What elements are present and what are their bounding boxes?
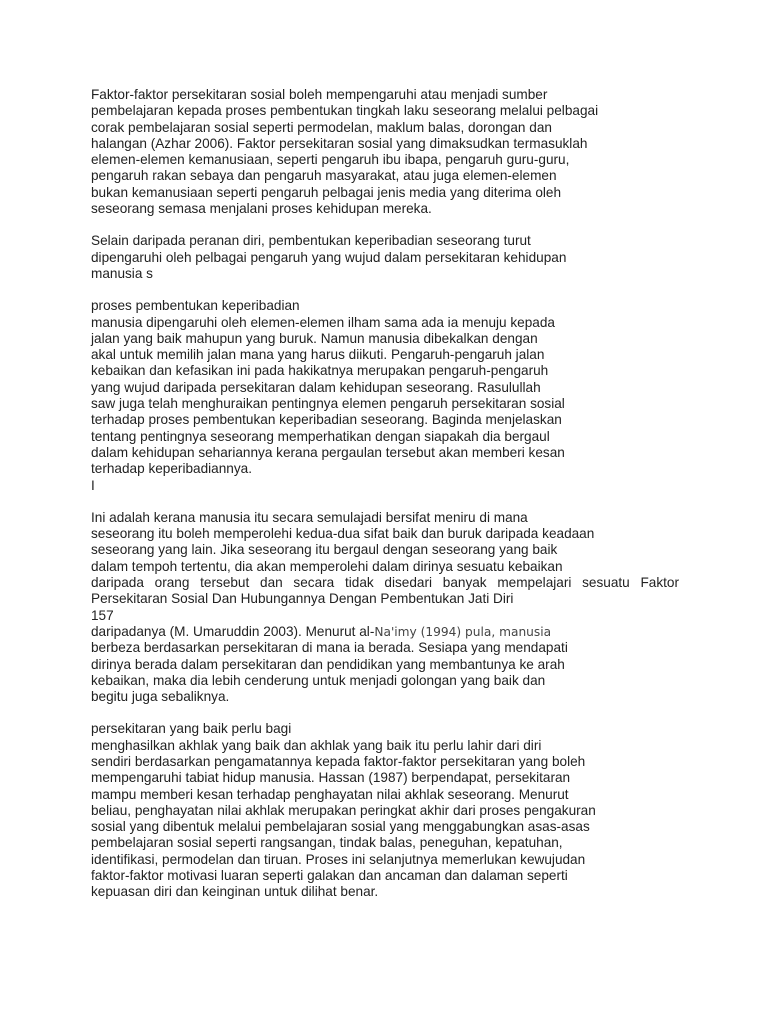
- text-line-start: daripadanya (M. Umaruddin 2003). Menurut al-: [91, 623, 375, 639]
- page-number: 157: [91, 607, 114, 623]
- text-line: pengaruh rakan sebaya dan pengaruh masyarakat, atau juga elemen-elemen: [91, 168, 557, 184]
- justified-text-line: daripada orang tersebut dan secara tidak disedari banyak mempelajari sesuatu Faktor: [91, 575, 679, 591]
- text-line: yang wujud daripada persekitaran dalam kehidupan seseorang. Rasulullah: [91, 379, 541, 395]
- text-line: begitu juga sebaliknya.: [91, 689, 230, 705]
- document-body: [91, 87, 691, 917]
- text-line: akal untuk memilih jalan mana yang harus diikuti. Pengaruh-pengaruh jalan: [91, 347, 545, 363]
- text-line: dalam kehidupan sehariannya kerana pergaulan tersebut akan memberi kesan: [91, 444, 565, 460]
- text-line: [91, 624, 691, 640]
- text-line: seseorang itu boleh memperolehi kedua-dua sifat baik dan buruk daripada keadaan: [91, 526, 595, 542]
- text-line: Faktor-faktor persekitaran sosial boleh mempengaruhi atau menjadi sumber: [91, 87, 548, 102]
- text-line: tentang pentingnya seseorang memperhatikan dengan siapakah dia bergaul: [91, 428, 550, 444]
- text-line: corak pembelajaran sosial seperti permodelan, maklum balas, dorongan dan: [91, 119, 552, 135]
- text-line: berbeza berdasarkan persekitaran di mana ia berada. Sesiapa yang mendapati: [91, 640, 568, 656]
- text-line: mempengaruhi tabiat hidup manusia. Hassan (1987) berpendapat, persekitaran: [91, 770, 571, 786]
- paragraph-1: [91, 87, 691, 217]
- text-line: seseorang yang lain. Jika seseorang itu bergaul dengan seseorang yang baik: [91, 542, 558, 558]
- text-line: sendiri berdasarkan pengamatannya kepada faktor-faktor persekitaran yang boleh: [91, 753, 586, 769]
- text-line: dipengaruhi oleh pelbagai pengaruh yang wujud dalam persekitaran kehidupan: [91, 249, 567, 265]
- text-line: Selain daripada peranan diri, pembentukan keperibadian seseorang turut: [91, 233, 531, 249]
- text-line: faktor-faktor motivasi luaran seperti galakan dan ancaman dan dalaman seperti: [91, 868, 568, 884]
- text-line: manusia s: [91, 265, 153, 281]
- text-line: terhadap keperibadiannya.: [91, 461, 252, 477]
- text-line: pembelajaran sosial seperti rangsangan, tindak balas, peneguhan, kepatuhan,: [91, 835, 563, 851]
- text-line: pembelajaran kepada proses pembentukan tingkah laku seseorang melalui pelbagai: [91, 103, 599, 119]
- text-line: kebaikan dan kefasikan ini pada hakikatnya merupakan pengaruh-pengaruh: [91, 363, 549, 379]
- text-line-alt-font: Na'imy (1994) pula, manusia: [374, 624, 552, 639]
- paragraph-3: [91, 298, 691, 494]
- text-line: dalam tempoh tertentu, dia akan memperolehi dalam dirinya sesuatu kebaikan: [91, 558, 563, 574]
- text-line: elemen-elemen kemanusiaan, seperti pengaruh ibu ibapa, pengaruh guru-guru,: [91, 152, 570, 168]
- text-line: seseorang semasa menjalani proses kehidupan mereka.: [91, 201, 432, 217]
- text-line: I: [91, 477, 95, 493]
- text-line: beliau, penghayatan nilai akhlak merupakan peringkat akhir dari proses pengakuran: [91, 802, 596, 818]
- text-line: sosial yang dibentuk melalui pembelajaran sosial yang menggabungkan asas-asas: [91, 819, 590, 835]
- text-line: terhadap proses pembentukan keperibadian seseorang. Baginda menjelaskan: [91, 412, 562, 428]
- paragraph-2: [91, 233, 691, 282]
- text-line: dirinya berada dalam persekitaran dan pendidikan yang membantunya ke arah: [91, 656, 565, 672]
- text-line: halangan (Azhar 2006). Faktor persekitaran sosial yang dimaksudkan termasuklah: [91, 135, 588, 151]
- paragraph-4: [91, 510, 691, 706]
- text-line: Ini adalah kerana manusia itu secara semulajadi bersifat meniru di mana: [91, 509, 528, 525]
- paragraph-5: [91, 721, 691, 900]
- text-line: bukan kemanusiaan seperti pengaruh pelbagai jenis media yang diterima oleh: [91, 184, 562, 200]
- text-line: identifikasi, permodelan dan tiruan. Proses ini selanjutnya memerlukan kewujudan: [91, 851, 586, 867]
- text-line: manusia dipengaruhi oleh elemen-elemen ilham sama ada ia menuju kepada: [91, 314, 555, 330]
- text-line: mampu memberi kesan terhadap penghayatan nilai akhlak seseorang. Menurut: [91, 786, 569, 802]
- text-line: jalan yang baik mahupun yang buruk. Namun manusia dibekalkan dengan: [91, 330, 538, 346]
- text-line: menghasilkan akhlak yang baik dan akhlak yang baik itu perlu lahir dari diri: [91, 737, 542, 753]
- text-line: proses pembentukan keperibadian: [91, 298, 300, 314]
- text-line: kebaikan, maka dia lebih cenderung untuk menjadi golongan yang baik dan: [91, 672, 546, 688]
- running-header-title: Persekitaran Sosial Dan Hubungannya Dengan Pembentukan Jati Diri: [91, 591, 514, 607]
- text-line: persekitaran yang baik perlu bagi: [91, 721, 292, 737]
- text-line: kepuasan diri dan keinginan untuk dilihat benar.: [91, 884, 379, 900]
- text-line: saw juga telah menghuraikan pentingnya elemen pengaruh persekitaran sosial: [91, 396, 565, 412]
